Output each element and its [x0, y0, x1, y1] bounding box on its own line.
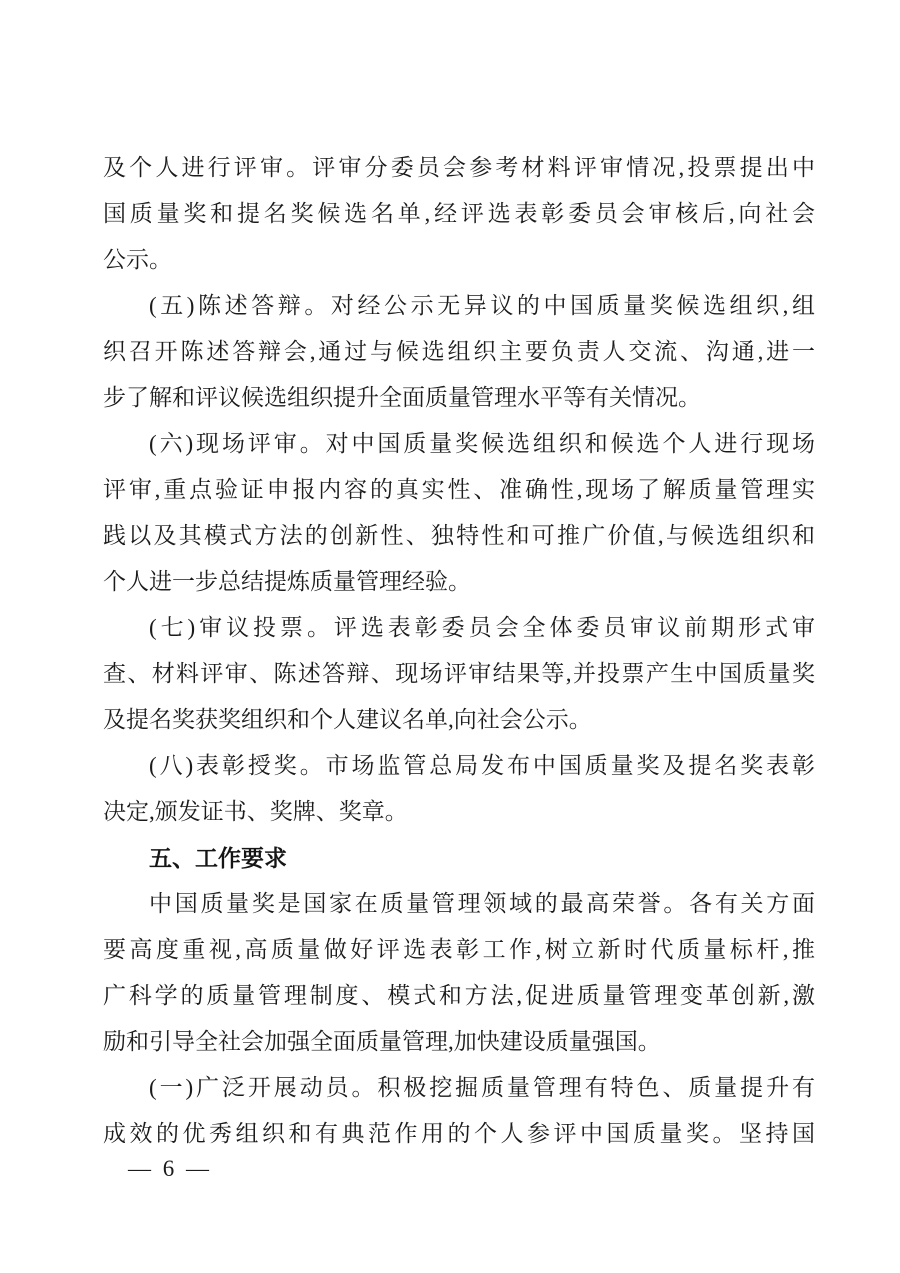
text-line: 要高度重视,高质量做好评选表彰工作,树立新时代质量标杆,推	[103, 937, 815, 962]
text-line: 个人进一步总结提炼质量管理经验。	[103, 569, 471, 594]
text-line: 及个人进行评审。评审分委员会参考材料评审情况,投票提出中	[103, 155, 815, 180]
section-heading: 五、工作要求	[149, 845, 287, 871]
text-line: 成效的优秀组织和有典范作用的个人参评中国质量奖。坚持国	[103, 1121, 815, 1146]
text-line: 评审,重点验证申报内容的真实性、准确性,现场了解质量管理实	[103, 477, 815, 502]
document-body	[103, 145, 815, 1157]
page-number: — 6 —	[128, 1156, 212, 1181]
text-line: (六)现场评审。对中国质量奖候选组织和候选个人进行现场	[149, 431, 815, 456]
text-line: (五)陈述答辩。对经公示无异议的中国质量奖候选组织,组	[149, 293, 815, 318]
text-line: 践以及其模式方法的创新性、独特性和可推广价值,与候选组织和	[103, 523, 815, 548]
text-line: (八)表彰授奖。市场监管总局发布中国质量奖及提名奖表彰	[149, 753, 815, 778]
text-line: 公示。	[103, 247, 172, 272]
text-line: 查、材料评审、陈述答辩、现场评审结果等,并投票产生中国质量奖	[103, 661, 815, 686]
text-line: 广科学的质量管理制度、模式和方法,促进质量管理变革创新,激	[103, 983, 815, 1008]
text-line: 步了解和评议候选组织提升全面质量管理水平等有关情况。	[103, 385, 701, 410]
text-line: 决定,颁发证书、奖牌、奖章。	[103, 799, 408, 824]
text-line: 国质量奖和提名奖候选名单,经评选表彰委员会审核后,向社会	[103, 201, 815, 226]
text-line: 励和引导全社会加强全面质量管理,加快建设质量强国。	[103, 1029, 661, 1054]
text-line: 及提名奖获奖组织和个人建议名单,向社会公示。	[103, 707, 592, 732]
text-line: (七)审议投票。评选表彰委员会全体委员审议前期形式审	[149, 615, 815, 640]
text-line: 织召开陈述答辩会,通过与候选组织主要负责人交流、沟通,进一	[103, 339, 815, 364]
text-line: (一)广泛开展动员。积极挖掘质量管理有特色、质量提升有	[149, 1075, 815, 1100]
text-line: 中国质量奖是国家在质量管理领域的最高荣誉。各有关方面	[149, 891, 815, 916]
